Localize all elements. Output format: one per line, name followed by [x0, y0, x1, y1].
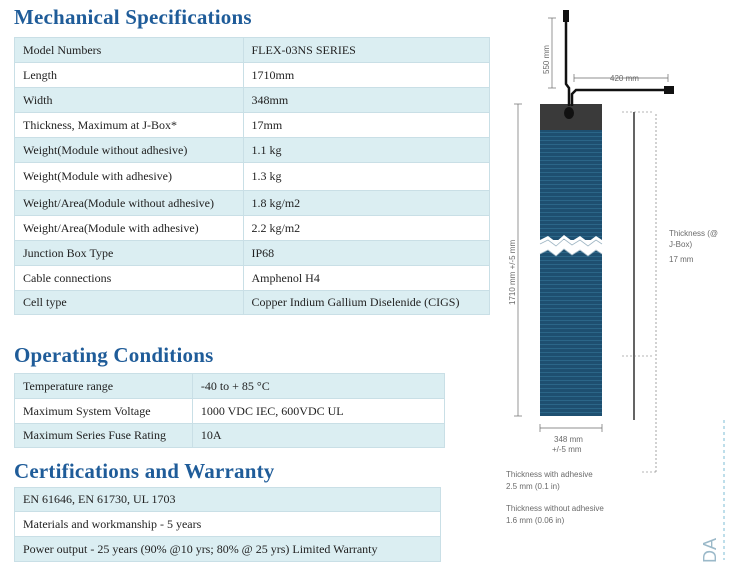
operating-conditions-table — [14, 373, 445, 448]
mechanical-spec-row — [15, 63, 490, 88]
spec-label: Weight/Area(Module with adhesive) — [15, 216, 244, 241]
certification-text: Power output - 25 years (90% @10 yrs; 80% @ 25 yrs) Limited Warranty — [15, 537, 441, 562]
spec-value: 1000 VDC IEC, 600VDC UL — [192, 399, 444, 424]
thickness-with-adhesive-value: 2.5 mm (0.1 in) — [506, 482, 560, 491]
solar-module-lower — [540, 258, 602, 416]
spec-value: Copper Indium Gallium Diselenide (CIGS) — [243, 291, 490, 315]
spec-value: 1.1 kg — [243, 138, 490, 163]
spec-label: Junction Box Type — [15, 241, 244, 266]
spec-value: 1.3 kg — [243, 163, 490, 191]
cable-length-label: 550 mm — [542, 45, 551, 74]
operating-conditions-heading: Operating Conditions — [14, 343, 214, 367]
spec-label: Temperature range — [15, 374, 193, 399]
spec-label: Weight/Area(Module without adhesive) — [15, 191, 244, 216]
mechanical-spec-row — [15, 191, 490, 216]
length-dimension-label: 1710 mm +/-5 mm — [508, 239, 517, 305]
certification-text: Materials and workmanship - 5 years — [15, 512, 441, 537]
certifications-warranty-heading: Certifications and Warranty — [14, 459, 275, 483]
certification-row — [15, 537, 441, 562]
certification-row — [15, 488, 441, 512]
spec-value: FLEX-03NS SERIES — [243, 38, 490, 63]
operating-condition-row — [15, 399, 445, 424]
cable-vertical — [566, 20, 569, 106]
spec-label: Cable connections — [15, 266, 244, 291]
spec-value: -40 to + 85 °C — [192, 374, 444, 399]
cable-span-label: 420 mm — [610, 74, 639, 83]
mechanical-spec-row — [15, 216, 490, 241]
spec-value: IP68 — [243, 241, 490, 266]
mechanical-spec-row — [15, 163, 490, 191]
spec-label: Weight(Module without adhesive) — [15, 138, 244, 163]
spec-label: Width — [15, 88, 244, 113]
operating-condition-row — [15, 424, 445, 448]
module-dimension-diagram — [492, 0, 730, 563]
width-dimension-label: 348 mm — [554, 435, 583, 444]
width-tolerance-label: +/-5 mm — [552, 445, 582, 454]
certification-row — [15, 512, 441, 537]
mechanical-spec-row — [15, 38, 490, 63]
spec-value: 17mm — [243, 113, 490, 138]
cable-connector-top — [563, 10, 569, 22]
cable-horizontal — [572, 90, 664, 106]
spec-value: Amphenol H4 — [243, 266, 490, 291]
spec-value: 1.8 kg/m2 — [243, 191, 490, 216]
spec-label: Length — [15, 63, 244, 88]
spec-label: Thickness, Maximum at J-Box* — [15, 113, 244, 138]
edge-logo-fragment: DA — [700, 537, 720, 563]
spec-value: 2.2 kg/m2 — [243, 216, 490, 241]
spec-label: Maximum Series Fuse Rating — [15, 424, 193, 448]
mechanical-specifications-table — [14, 37, 490, 315]
spec-value: 348mm — [243, 88, 490, 113]
spec-value: 1710mm — [243, 63, 490, 88]
thickness-without-adhesive-label: Thickness without adhesive — [506, 504, 604, 513]
thickness-with-adhesive-label: Thickness with adhesive — [506, 470, 593, 479]
break-line-bottom — [540, 249, 602, 258]
thickness-jbox-label-2: J-Box) — [669, 240, 693, 249]
mechanical-spec-row — [15, 241, 490, 266]
spec-label: Weight(Module with adhesive) — [15, 163, 244, 191]
operating-condition-row — [15, 374, 445, 399]
mechanical-spec-row — [15, 266, 490, 291]
certification-text: EN 61646, EN 61730, UL 1703 — [15, 488, 441, 512]
mechanical-spec-row — [15, 138, 490, 163]
mechanical-specifications-heading: Mechanical Specifications — [14, 5, 252, 29]
spec-label: Maximum System Voltage — [15, 399, 193, 424]
cable-connector-right — [664, 86, 674, 94]
thickness-jbox-label-3: 17 mm — [669, 255, 694, 264]
certifications-warranty-table — [14, 487, 441, 562]
spec-value: 10A — [192, 424, 444, 448]
thickness-jbox-label-1: Thickness (@ — [669, 229, 719, 238]
mechanical-spec-row — [15, 88, 490, 113]
spec-label: Cell type — [15, 291, 244, 315]
thickness-without-adhesive-value: 1.6 mm (0.06 in) — [506, 516, 565, 525]
spec-label: Model Numbers — [15, 38, 244, 63]
mechanical-spec-row — [15, 113, 490, 138]
mechanical-spec-row — [15, 291, 490, 315]
